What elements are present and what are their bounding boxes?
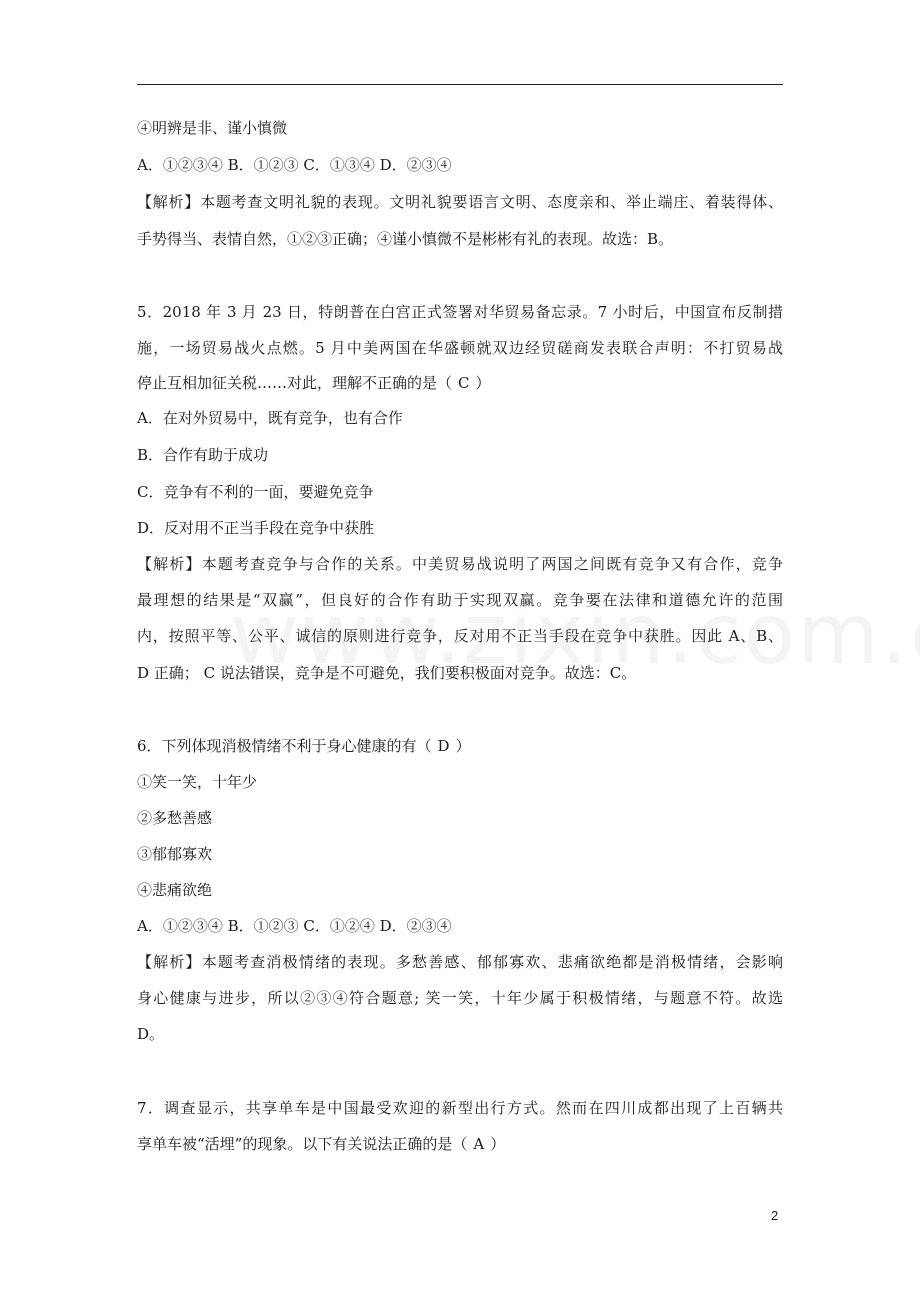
q4-choices: A．①②③④ B．①②③ C．①③④ D．②③④ bbox=[137, 156, 452, 174]
q6-analysis-line-1: 【解析】本题考查消极情绪的表现。多愁善感、郁郁寡欢、悲痛欲绝都是消极情绪，会影响 bbox=[137, 953, 783, 971]
q5-analysis-line-1: 【解析】本题考查竞争与合作的关系。中美贸易战说明了两国之间既有竞争又有合作，竞争 bbox=[137, 555, 783, 573]
q6-item-3: ③郁郁寡欢 bbox=[137, 845, 213, 863]
q7-stem-text: 享单车被“活埋”的现象。以下有关说法正确的是（ bbox=[137, 1135, 468, 1153]
q4-option-4: ④明辨是非、谨小慎微 bbox=[137, 119, 288, 137]
q5-stem-line-1: 5．2018 年 3 月 23 日，特朗普在白宫正式签署对华贸易备忘录。7 小时后，中国宣布反制措 bbox=[137, 303, 783, 321]
q5-option-b: B．合作有助于成功 bbox=[137, 446, 269, 464]
q5-option-d: D．反对用不正当手段在竞争中获胜 bbox=[137, 519, 375, 537]
q6-analysis-line-2: 身心健康与进步，所以②③④符合题意; 笑一笑，十年少属于积极情绪，与题意不符。故选 bbox=[137, 989, 783, 1007]
q6-answer: D bbox=[437, 737, 450, 755]
q5-stem-text: 停止互相加征关税……对此，理解不正确的是（ bbox=[137, 374, 453, 392]
q6-stem bbox=[137, 736, 471, 756]
q5-stem-close: ） bbox=[475, 374, 491, 392]
q5-analysis-line-3: 内，按照平等、公平、诚信的原则进行竞争，反对用不正当手段在竞争中获胜。因此 A、B、 bbox=[137, 627, 783, 645]
q6-item-2: ②多愁善感 bbox=[137, 809, 213, 827]
q4-analysis-line-1: 【解析】本题考查文明礼貌的表现。文明礼貌要语言文明、态度亲和、举止端庄、着装得体、 bbox=[137, 193, 783, 211]
q7-stem-close: ） bbox=[490, 1135, 506, 1153]
q6-choices: A．①②③④ B．①②③ C．①②④ D．②③④ bbox=[137, 917, 452, 935]
q7-answer: A bbox=[473, 1135, 485, 1153]
q5-option-a: A．在对外贸易中，既有竞争，也有合作 bbox=[137, 409, 403, 427]
q6-stem-text: 6．下列体现消极情绪不利于身心健康的有（ bbox=[137, 737, 432, 755]
page-number: 2 bbox=[771, 1208, 779, 1223]
q5-answer: C bbox=[458, 374, 470, 392]
q5-option-c: C．竞争有不利的一面，要避免竞争 bbox=[137, 483, 374, 501]
q5-analysis-line-4: D 正确； C 说法错误，竞争是不可避免，我们要积极面对竞争。故选：C。 bbox=[137, 664, 637, 682]
q6-item-1: ①笑一笑，十年少 bbox=[137, 773, 258, 791]
q7-stem-line-2 bbox=[137, 1134, 505, 1154]
q5-stem-line-3 bbox=[137, 373, 491, 393]
header-rule bbox=[137, 84, 783, 85]
q6-stem-close: ） bbox=[455, 737, 471, 755]
q4-analysis-line-2: 手势得当、表情自然，①②③正确；④谨小慎微不是彬彬有礼的表现。故选：B。 bbox=[137, 230, 674, 248]
q7-stem-line-1: 7．调查显示，共享单车是中国最受欢迎的新型出行方式。然而在四川成都出现了上百辆共 bbox=[137, 1099, 783, 1117]
q5-stem-line-2: 施，一场贸易战火点燃。5 月中美两国在华盛顿就双边经贸磋商发表联合声明：不打贸易战 bbox=[137, 339, 783, 357]
q5-analysis-line-2: 最理想的结果是“双赢”，但良好的合作有助于实现双赢。竞争要在法律和道德允许的范围 bbox=[137, 591, 783, 609]
q6-analysis-line-3: D。 bbox=[137, 1025, 165, 1043]
q6-item-4: ④悲痛欲绝 bbox=[137, 881, 213, 899]
